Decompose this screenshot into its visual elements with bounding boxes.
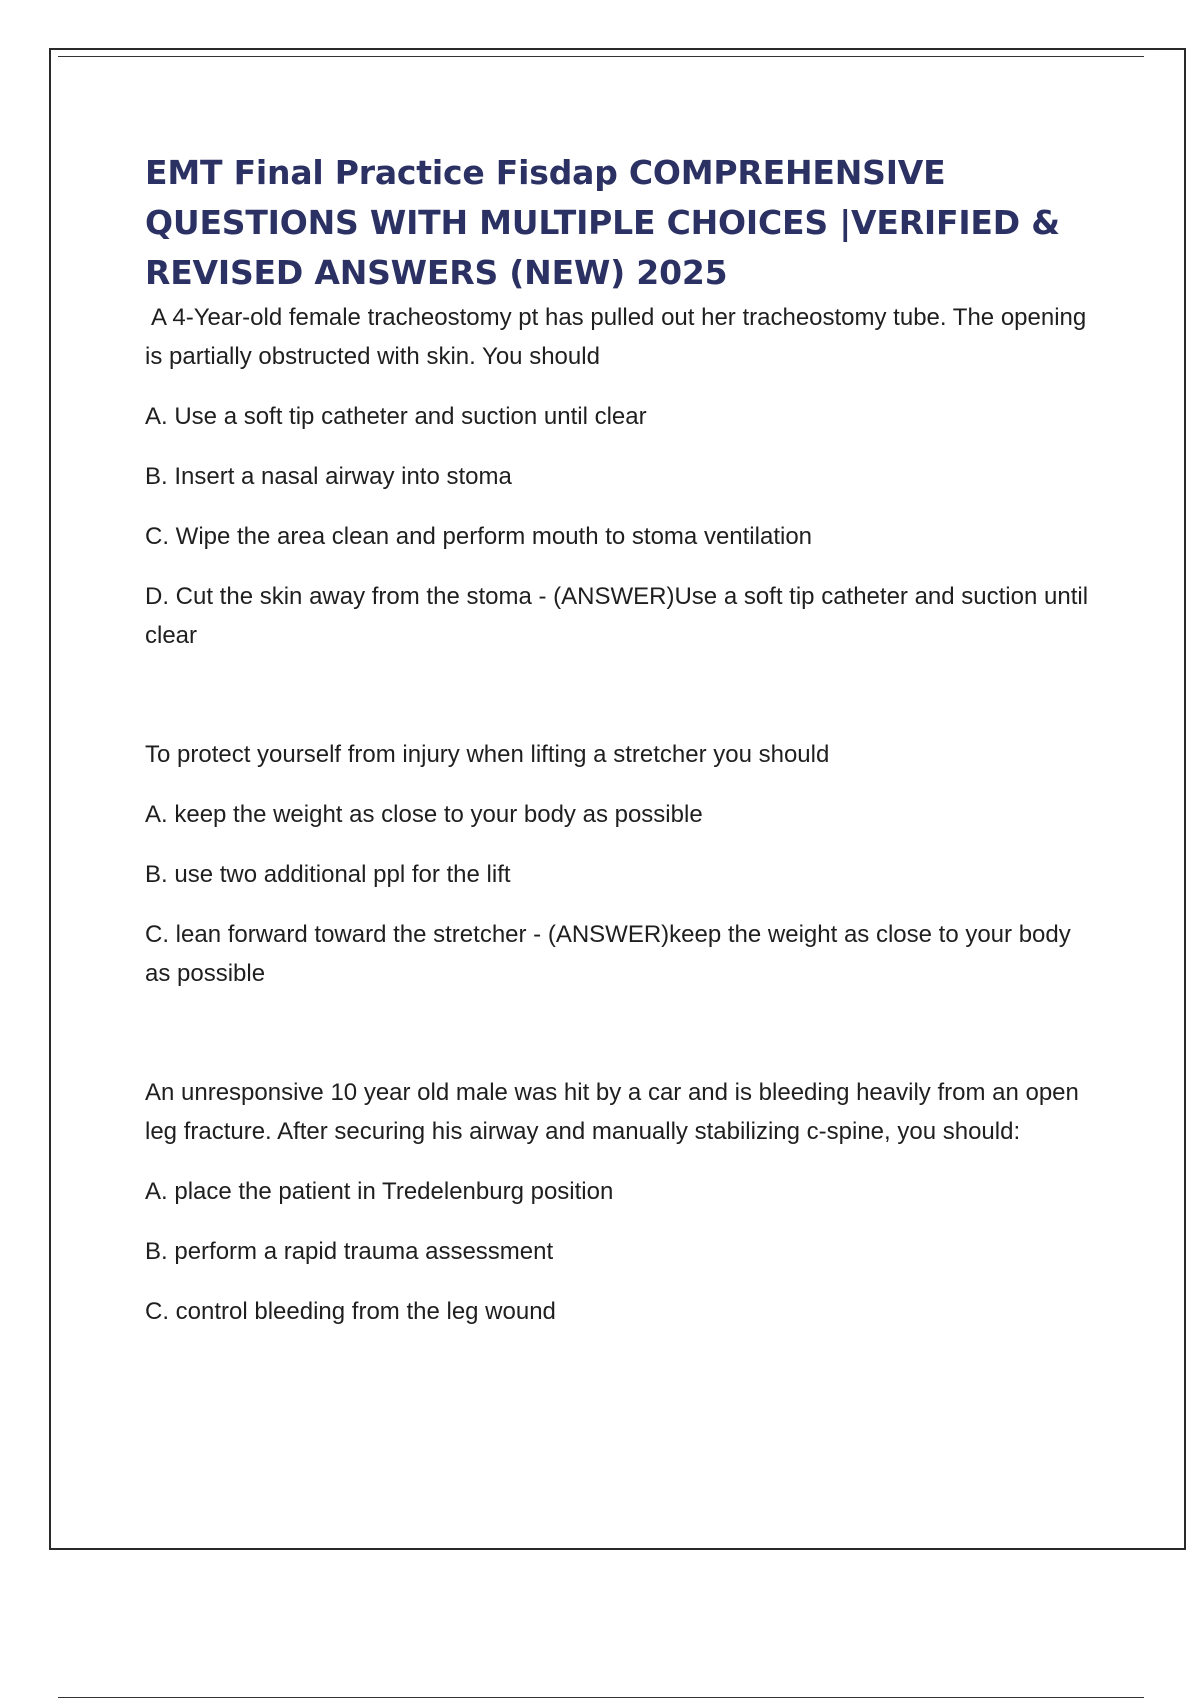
- bottom-rule: [58, 1697, 1144, 1698]
- document-body: [145, 148, 1095, 1331]
- question-3-option-c: C. control bleeding from the leg wound: [145, 1298, 556, 1325]
- question-1-option-c: C. Wipe the area clean and perform mouth to stoma ventilation: [145, 523, 813, 550]
- question-3-text: An unresponsive 10 year old male was hit by a car and is bleeding heavily from an open leg fracture. After securing his airway and manually stabilizing c-spine, you should:: [145, 1079, 1079, 1145]
- question-2-text: To protect yourself from injury when lifting a stretcher you should: [145, 741, 830, 768]
- document-title: EMT Final Practice Fisdap COMPREHENSIVE QUESTIONS WITH MULTIPLE CHOICES |VERIFIED & REVISED ANSWERS (NEW) 2025: [145, 153, 1060, 292]
- question-2-option-b: B. use two additional ppl for the lift: [145, 861, 511, 888]
- question-1-option-b: B. Insert a nasal airway into stoma: [145, 463, 512, 490]
- question-1-option-d: D. Cut the skin away from the stoma - (ANSWER)Use a soft tip catheter and suction until clear: [145, 583, 1089, 649]
- top-rule: [58, 56, 1144, 57]
- question-2-option-a: A. keep the weight as close to your body as possible: [145, 801, 703, 828]
- question-1-option-a: A. Use a soft tip catheter and suction until clear: [145, 403, 647, 430]
- question-2-option-c: C. lean forward toward the stretcher - (ANSWER)keep the weight as close to your body as possible: [145, 921, 1071, 987]
- question-3-option-b: B. perform a rapid trauma assessment: [145, 1238, 554, 1265]
- question-3-option-a: A. place the patient in Tredelenburg position: [145, 1178, 614, 1205]
- question-1-text: A 4-Year-old female tracheostomy pt has pulled out her tracheostomy tube. The opening is partially obstructed with skin. You should: [145, 304, 1087, 370]
